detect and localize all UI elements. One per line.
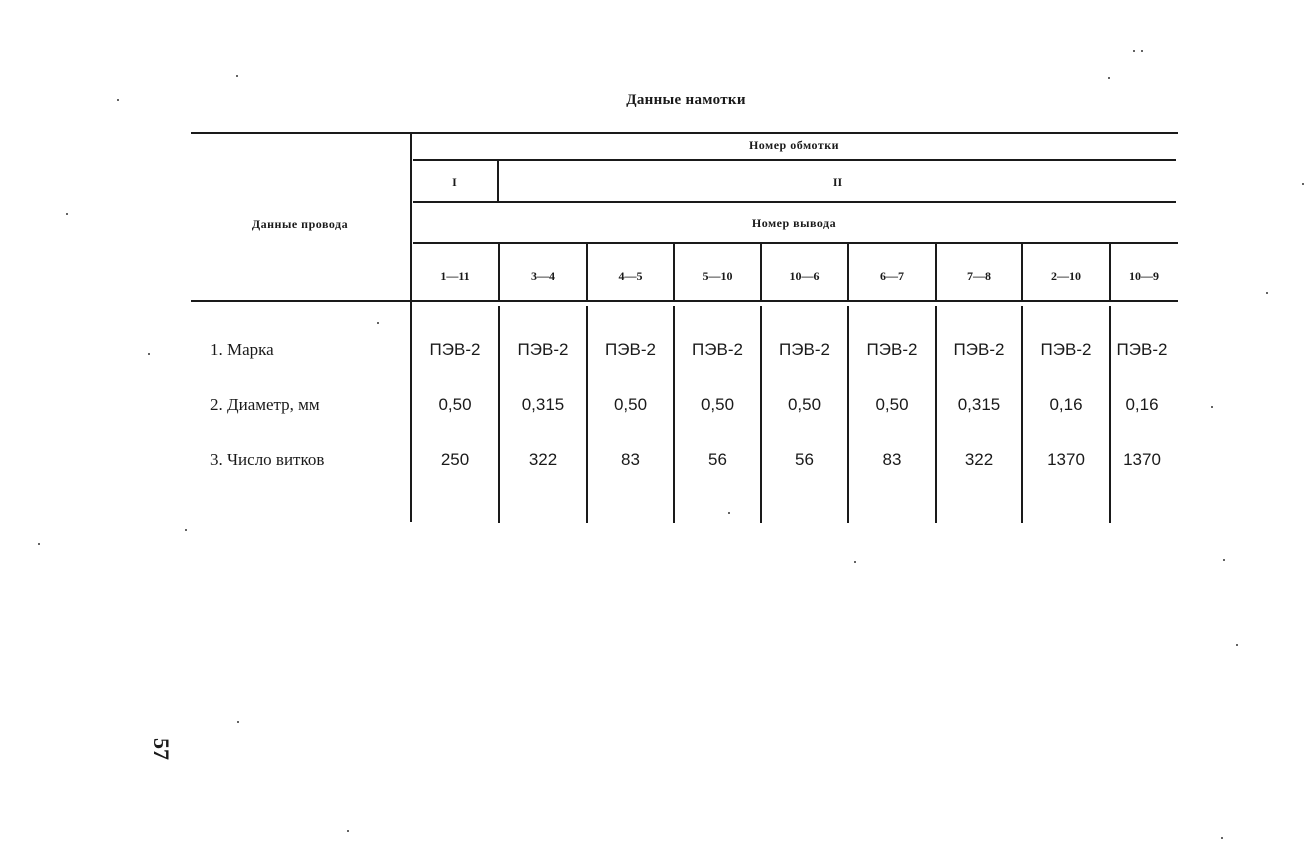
table-cell-turns: 1370 — [1047, 450, 1085, 469]
table-cell-brand: ПЭВ-2 — [429, 340, 481, 359]
table-cell-diameter: 0,315 — [957, 395, 1001, 414]
table-cell-turns: 322 — [528, 450, 558, 469]
table-cell-turns: 56 — [795, 450, 814, 469]
table-cell-brand: ПЭВ-2 — [1040, 340, 1092, 359]
table-cell-diameter: 0,315 — [521, 395, 565, 414]
table-cell-diameter: 0,50 — [438, 395, 472, 414]
row-label-diameter: 2. Диаметр, мм — [210, 395, 320, 414]
scan-speck — [1221, 837, 1223, 839]
table-cell-turns: 1370 — [1123, 450, 1161, 469]
scan-speck — [1133, 50, 1135, 52]
table-cell-diameter: 0,50 — [787, 395, 822, 414]
winding-number-rule — [413, 159, 1176, 161]
scan-speck — [117, 99, 119, 101]
lead-header-cell: 6—7 — [880, 269, 904, 283]
lead-header-cell: 4—5 — [618, 269, 643, 283]
lead-header-cell: 3—4 — [531, 269, 555, 283]
table-cell-diameter: 0,50 — [875, 395, 909, 414]
scan-speck — [1302, 183, 1304, 185]
table-top-rule — [191, 132, 1178, 134]
scan-speck — [1266, 292, 1268, 294]
row-label-brand: 1. Марка — [210, 340, 274, 359]
scan-speck — [1211, 406, 1213, 408]
table-cell-brand: ПЭВ-2 — [953, 340, 1005, 359]
table-cell-diameter: 0,50 — [700, 395, 735, 414]
scan-speck — [236, 75, 238, 77]
scan-speck — [1236, 644, 1238, 646]
scan-speck — [347, 830, 349, 832]
header-bottom-rule — [191, 300, 1178, 302]
winding-roman-rule — [413, 201, 1176, 203]
table-cell-turns: 56 — [708, 450, 727, 469]
table-cell-turns: 83 — [882, 450, 902, 469]
page-title: Данные намотки — [626, 92, 746, 108]
table-cell-brand: ПЭВ-2 — [605, 340, 656, 359]
table-cell-brand: ПЭВ-2 — [517, 340, 569, 359]
scan-speck — [148, 353, 150, 355]
table-cell-diameter: 0,16 — [1125, 395, 1159, 414]
scan-speck — [377, 322, 379, 324]
lead-header-rule — [413, 242, 1178, 244]
table-cell-brand: ПЭВ-2 — [779, 340, 830, 359]
scan-speck — [1223, 559, 1225, 561]
scan-speck — [728, 512, 730, 514]
lead-number-header: Номер вывода — [751, 216, 837, 230]
lead-header-cell: 1—11 — [440, 269, 470, 283]
scan-speck — [38, 543, 40, 545]
row-label-turns: 3. Число витков — [210, 450, 325, 469]
winding-ii-header: II — [832, 175, 843, 189]
lead-header-cell: 7—8 — [967, 269, 991, 283]
scan-speck — [237, 721, 239, 723]
lead-header-cell: 10—6 — [789, 269, 820, 283]
winding-i-header: I — [452, 175, 457, 189]
scan-speck — [1108, 77, 1110, 79]
page-number: 57 — [149, 738, 174, 760]
table-cell-brand: ПЭВ-2 — [1116, 340, 1168, 359]
table-cell-diameter: 0,16 — [1049, 395, 1083, 414]
table-cell-turns: 83 — [621, 450, 640, 469]
scan-speck — [185, 529, 187, 531]
lead-header-cell: 5—10 — [702, 269, 733, 283]
table-cell-turns: 322 — [964, 450, 994, 469]
corner-header: Данные провода — [251, 217, 349, 231]
scan-speck — [854, 561, 856, 563]
table-cell-brand: ПЭВ-2 — [692, 340, 743, 359]
winding-number-header: Номер обмотки — [748, 138, 840, 152]
table-cell-brand: ПЭВ-2 — [866, 340, 918, 359]
lead-header-cell: 10—9 — [1129, 269, 1159, 283]
scan-speck — [1141, 50, 1143, 52]
lead-header-cell: 2—10 — [1051, 269, 1081, 283]
scan-speck — [66, 213, 68, 215]
table-cell-diameter: 0,50 — [613, 395, 648, 414]
table-cell-turns: 250 — [440, 450, 470, 469]
